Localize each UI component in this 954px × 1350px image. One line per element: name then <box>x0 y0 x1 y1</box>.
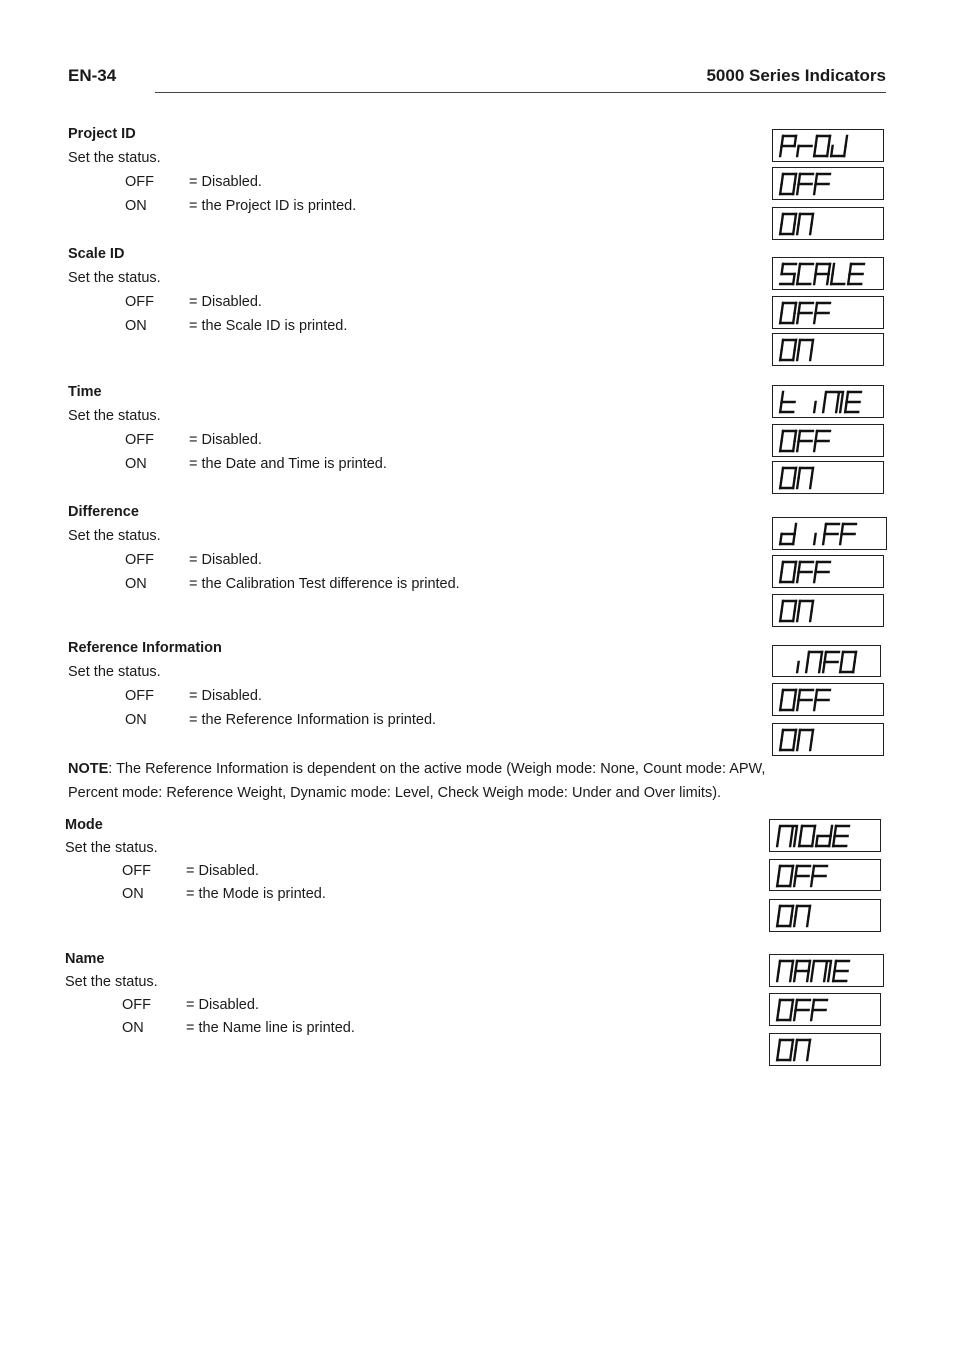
lcd-character <box>777 826 797 846</box>
lcd-character <box>777 961 793 981</box>
section-heading: Difference <box>68 504 139 520</box>
page-number: EN-34 <box>68 66 117 85</box>
option-on <box>68 194 357 218</box>
lcd-display-off <box>769 859 881 891</box>
section-heading: Name <box>65 951 105 967</box>
lcd-readout <box>773 297 883 328</box>
option-on <box>68 708 437 732</box>
option-key: ON <box>125 318 147 334</box>
lcd-character <box>797 601 813 621</box>
lcd-character <box>797 340 813 360</box>
lcd-character <box>814 431 830 451</box>
lcd-readout <box>770 1034 880 1065</box>
option-key: OFF <box>122 863 151 879</box>
lcd-display-on <box>769 1033 881 1066</box>
lcd-character <box>777 1000 793 1020</box>
lcd-readout <box>770 900 880 931</box>
lcd-character <box>811 866 827 886</box>
document-title: 5000 Series Indicators <box>706 66 886 85</box>
option-key: OFF <box>125 294 154 310</box>
lcd-character <box>797 264 813 284</box>
option-off <box>65 860 259 883</box>
section-intro: Set the status. <box>68 528 161 544</box>
lcd-display-on <box>772 594 884 627</box>
option-key: OFF <box>122 997 151 1013</box>
lcd-display-info <box>772 645 881 677</box>
lcd-readout <box>773 386 883 417</box>
lcd-readout <box>773 518 886 549</box>
lcd-readout <box>770 820 880 851</box>
lcd-readout <box>773 334 883 365</box>
option-desc: = the Calibration Test difference is printed. <box>189 576 460 592</box>
lcd-character <box>780 562 796 582</box>
lcd-display-on <box>772 207 884 240</box>
lcd-readout <box>773 425 883 456</box>
lcd-character <box>780 524 796 544</box>
option-on <box>65 1017 355 1040</box>
lcd-character <box>823 392 843 412</box>
option-key: ON <box>122 886 144 902</box>
section-project-id <box>68 122 357 218</box>
lcd-readout <box>773 258 883 289</box>
option-desc: = the Date and Time is printed. <box>189 456 387 472</box>
option-desc: = Disabled. <box>186 863 259 879</box>
lcd-character <box>823 652 839 672</box>
lcd-character <box>814 690 830 710</box>
lcd-character <box>794 866 810 886</box>
lcd-readout <box>773 168 883 199</box>
lcd-character <box>814 562 830 582</box>
lcd-display-off <box>769 993 881 1026</box>
lcd-readout <box>773 595 883 626</box>
section-heading: Time <box>68 384 102 400</box>
option-desc: = the Project ID is printed. <box>189 198 357 214</box>
lcd-character <box>833 826 849 846</box>
lcd-character <box>823 524 839 544</box>
option-off <box>65 994 259 1017</box>
option-desc: = Disabled. <box>189 174 262 190</box>
lcd-character <box>799 826 815 846</box>
lcd-character <box>794 961 810 981</box>
section-scale-id <box>68 242 348 338</box>
option-off <box>68 684 262 708</box>
option-key: ON <box>125 198 147 214</box>
lcd-readout <box>773 462 883 493</box>
option-on <box>68 572 460 596</box>
lcd-character <box>797 214 813 234</box>
lcd-character <box>797 174 813 194</box>
lcd-character <box>780 601 796 621</box>
lcd-character <box>780 340 796 360</box>
lcd-display-on <box>769 899 881 932</box>
lcd-readout <box>770 860 880 890</box>
lcd-character <box>797 468 813 488</box>
lcd-character <box>848 264 864 284</box>
lcd-character <box>797 303 813 323</box>
lcd-display-off <box>772 296 884 329</box>
lcd-character <box>797 690 813 710</box>
lcd-character <box>780 214 796 234</box>
lcd-character <box>797 146 811 156</box>
lcd-readout <box>770 955 883 986</box>
lcd-character <box>814 136 830 156</box>
lcd-character <box>797 431 813 451</box>
lcd-readout <box>773 208 883 239</box>
note-label: NOTE <box>68 761 109 777</box>
lcd-display-mode <box>769 819 881 852</box>
lcd-character <box>811 1000 827 1020</box>
option-desc: = Disabled. <box>189 552 262 568</box>
lcd-character <box>794 1000 810 1020</box>
option-desc: = Disabled. <box>186 997 259 1013</box>
lcd-character <box>814 303 830 323</box>
lcd-display-off <box>772 167 884 200</box>
lcd-readout <box>770 994 880 1025</box>
lcd-readout <box>773 130 883 161</box>
lcd-character <box>814 402 815 412</box>
section-intro: Set the status. <box>65 974 158 990</box>
lcd-display-scale <box>772 257 884 290</box>
lcd-character <box>780 174 796 194</box>
lcd-display-on <box>772 461 884 494</box>
lcd-character <box>780 136 796 156</box>
section-heading: Mode <box>65 817 103 833</box>
lcd-display-off <box>772 424 884 457</box>
lcd-display-proj <box>772 129 884 162</box>
lcd-character <box>777 906 793 926</box>
section-intro: Set the status. <box>68 150 161 166</box>
option-desc: = the Mode is printed. <box>186 886 326 902</box>
section-intro: Set the status. <box>68 664 161 680</box>
lcd-display-time <box>772 385 884 418</box>
lcd-readout <box>773 724 883 755</box>
lcd-readout <box>773 684 883 715</box>
option-desc: = Disabled. <box>189 688 262 704</box>
option-key: ON <box>125 456 147 472</box>
option-off <box>68 170 262 194</box>
lcd-character <box>797 662 798 672</box>
option-key: OFF <box>125 552 154 568</box>
lcd-readout <box>773 556 883 587</box>
option-on <box>68 314 348 338</box>
lcd-character <box>777 1040 793 1060</box>
section-mode <box>65 814 326 906</box>
lcd-character <box>840 524 856 544</box>
lcd-character <box>780 730 796 750</box>
lcd-character <box>833 961 849 981</box>
note-text: : The Reference Information is dependent on the active mode (Weigh mode: None, Count mode: APW, Percent mode: Reference Weight, Dynamic mode: Level, Check Weigh mode: Under and Over limits). <box>68 761 766 801</box>
lcd-character <box>794 906 810 926</box>
note-paragraph <box>68 757 768 805</box>
option-on <box>65 883 326 906</box>
header-rule <box>155 92 886 93</box>
lcd-character <box>780 431 796 451</box>
section-intro: Set the status. <box>68 270 161 286</box>
lcd-character <box>845 392 861 412</box>
option-key: OFF <box>125 432 154 448</box>
page-header <box>68 66 886 88</box>
lcd-character <box>777 866 793 886</box>
lcd-character <box>780 303 796 323</box>
section-heading: Scale ID <box>68 246 125 262</box>
lcd-character <box>831 136 847 156</box>
option-desc: = Disabled. <box>189 432 262 448</box>
lcd-character <box>831 264 847 284</box>
section-heading: Project ID <box>68 126 136 142</box>
lcd-display-off <box>772 683 884 716</box>
lcd-character <box>814 174 830 194</box>
option-off <box>68 548 262 572</box>
lcd-character <box>797 562 813 582</box>
lcd-character <box>814 534 815 544</box>
option-key: ON <box>125 576 147 592</box>
lcd-character <box>840 652 856 672</box>
section-reference-information <box>68 636 437 732</box>
section-time <box>68 380 387 476</box>
lcd-character <box>797 730 813 750</box>
option-desc: = the Reference Information is printed. <box>189 712 437 728</box>
lcd-character <box>794 1040 810 1060</box>
lcd-character <box>780 392 796 412</box>
lcd-readout <box>773 646 880 676</box>
lcd-character <box>780 468 796 488</box>
lcd-display-diff <box>772 517 887 550</box>
lcd-character <box>811 961 831 981</box>
option-off <box>68 428 262 452</box>
lcd-display-off <box>772 555 884 588</box>
option-desc: = the Scale ID is printed. <box>189 318 348 334</box>
option-key: OFF <box>125 174 154 190</box>
option-desc: = the Name line is printed. <box>186 1020 355 1036</box>
option-key: OFF <box>125 688 154 704</box>
section-name <box>65 948 355 1040</box>
lcd-display-on <box>772 723 884 756</box>
lcd-character <box>780 264 796 284</box>
lcd-display-on <box>772 333 884 366</box>
lcd-character <box>816 826 832 846</box>
section-difference <box>68 500 460 596</box>
option-key: ON <box>122 1020 144 1036</box>
section-intro: Set the status. <box>68 408 161 424</box>
lcd-character <box>780 690 796 710</box>
option-key: ON <box>125 712 147 728</box>
option-desc: = Disabled. <box>189 294 262 310</box>
lcd-display-name <box>769 954 884 987</box>
section-intro: Set the status. <box>65 840 158 856</box>
section-heading: Reference Information <box>68 640 222 656</box>
lcd-character <box>814 264 830 284</box>
lcd-character <box>806 652 822 672</box>
option-on <box>68 452 387 476</box>
option-off <box>68 290 262 314</box>
